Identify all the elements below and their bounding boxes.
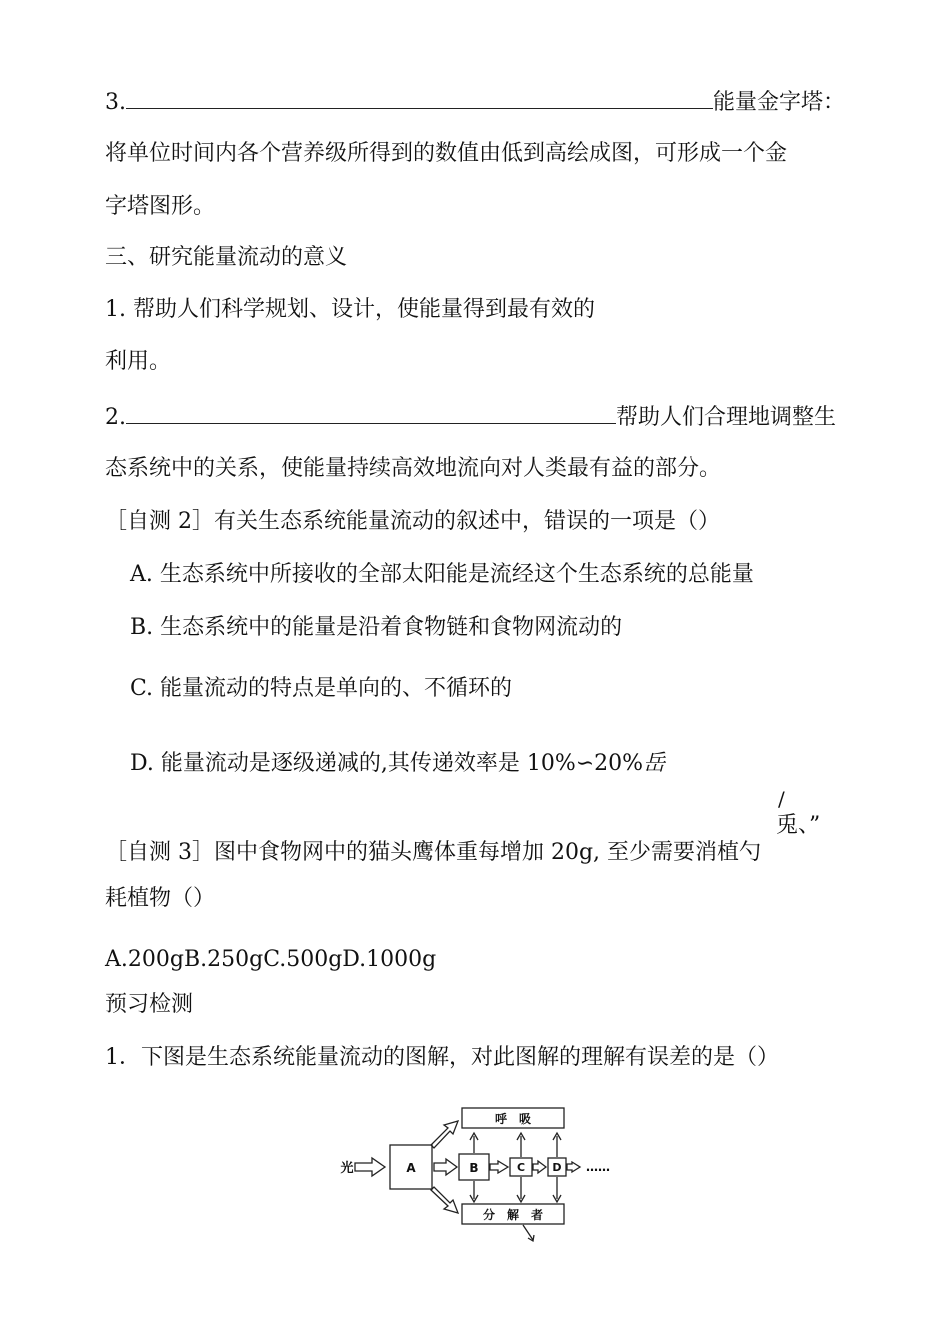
fill-blank-1[interactable] — [126, 86, 713, 109]
paragraph-line: 将单位时间内各个营养级所得到的数值由低到高绘成图，可形成一个金 — [105, 141, 788, 166]
meaning-item-2 — [105, 401, 836, 433]
meaning-item-1: 1. 帮助人们科学规划、设计，使能量得到最有效的 — [105, 297, 595, 322]
meaning-item-2-text: 帮助人们合理地调整生 — [616, 405, 837, 430]
respiration-label: 呼 吸 — [494, 1112, 532, 1126]
section-heading: 三、研究能量流动的意义 — [105, 245, 348, 270]
arrow-b-down — [470, 1181, 478, 1202]
self-test-2-option-a[interactable]: A. 生态系统中所接收的全部太阳能是流经这个生态系统的总能量 — [130, 562, 754, 587]
self-test-3-stem: ［自测 3］图中食物网中的猫头鹰体重每增加 20g, 至少需要消植勺 — [105, 840, 762, 865]
light-label: 光 — [340, 1161, 354, 1176]
self-test-2-option-d[interactable] — [130, 749, 665, 779]
arrow-decomposer-out — [523, 1225, 534, 1241]
decomposer-label: 分 解 者 — [482, 1208, 544, 1222]
label-d: D — [552, 1161, 562, 1174]
meaning-item-2-cont: 态系统中的关系，使能量持续高效地流向对人类最有益的部分。 — [105, 456, 722, 481]
label-a: A — [406, 1161, 416, 1175]
arrow-d-up — [553, 1133, 561, 1157]
arrow-c-up — [517, 1133, 525, 1157]
stray-mark: / — [778, 787, 785, 811]
arrow-d-onward — [567, 1162, 580, 1172]
item-number: 2. — [105, 405, 126, 430]
option-d-text: D. 能量流动是逐级递减的,其传递效率是 10%∽20% — [130, 751, 644, 776]
stray-mark: 岳 — [643, 751, 666, 776]
arrow-c-to-d — [533, 1161, 546, 1173]
energy-pyramid-line — [105, 86, 845, 118]
paragraph-line: 字塔图形。 — [105, 194, 216, 219]
self-test-3-stem-cont: 耗植物（） — [105, 886, 216, 911]
energy-pyramid-label: 能量金字塔： — [713, 90, 846, 115]
arrow-a-to-decomposer — [431, 1187, 458, 1213]
fill-blank-2[interactable] — [126, 401, 616, 424]
arrow-b-to-c — [490, 1161, 508, 1173]
stray-mark: 兎、” — [776, 813, 821, 838]
label-b: B — [469, 1161, 479, 1175]
self-test-2-option-c[interactable]: C. 能量流动的特点是单向的、不循环的 — [130, 676, 513, 701]
label-c: C — [516, 1161, 526, 1174]
arrow-a-to-b — [434, 1159, 457, 1175]
arrow-a-to-respiration — [431, 1121, 458, 1148]
arrow-d-down — [553, 1177, 561, 1202]
arrow-c-down — [517, 1177, 525, 1202]
self-test-2-stem: ［自测 2］有关生态系统能量流动的叙述中，错误的一项是（） — [105, 509, 720, 534]
continuation-dots: …… — [586, 1160, 610, 1174]
preview-question-1: 1．下图是生态系统能量流动的图解，对此图解的理解有误差的是（） — [105, 1045, 779, 1070]
preview-heading: 预习检测 — [105, 992, 194, 1017]
self-test-2-option-b[interactable]: B. 生态系统中的能量是沿着食物链和食物网流动的 — [130, 615, 623, 640]
energy-flow-diagram — [330, 1100, 630, 1250]
item-number: 3. — [105, 90, 126, 115]
meaning-item-1-cont: 利用。 — [105, 349, 172, 374]
light-arrow — [355, 1158, 385, 1176]
arrow-b-up — [470, 1133, 478, 1153]
self-test-3-options[interactable]: A.200gB.250gC.500gD.1000g — [105, 947, 437, 972]
